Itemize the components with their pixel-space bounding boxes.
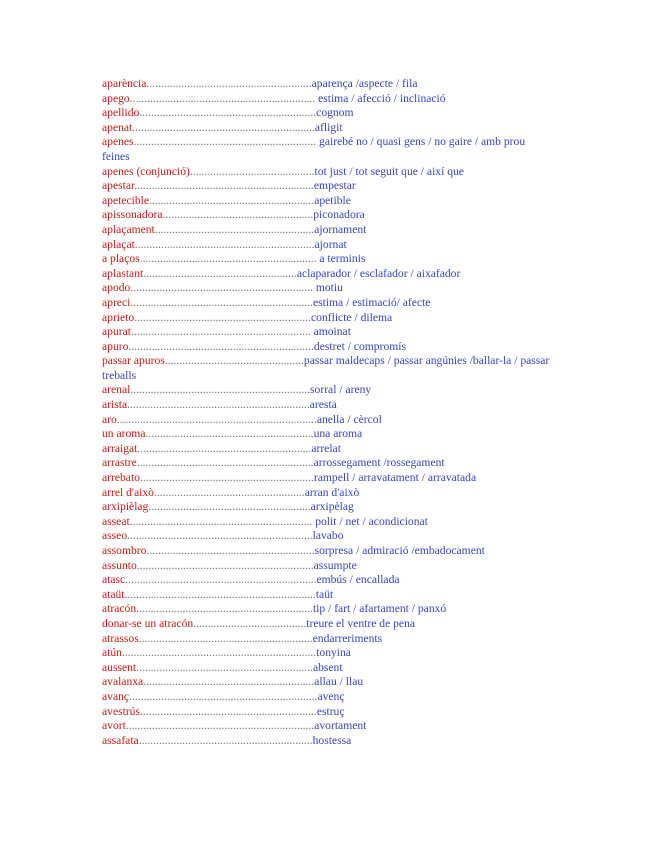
glossary-entry — [102, 573, 554, 588]
entry-term: arrastre — [102, 456, 137, 470]
entry-definition: motiu — [312, 281, 343, 295]
entry-term: assombro — [102, 544, 147, 557]
glossary-entry — [102, 529, 554, 544]
entry-term: apestar — [102, 179, 135, 193]
entry-term: apetecible — [102, 193, 149, 207]
entry-term: aplastant — [102, 266, 144, 280]
entry-definition: destret / compromís — [313, 339, 406, 353]
entry-term: a plaços — [102, 252, 140, 266]
dot-leader: ............................................................... — [133, 135, 317, 149]
glossary-entry — [102, 588, 554, 603]
glossary-entry — [102, 646, 554, 661]
dot-leader: ............................................................... — [130, 281, 313, 295]
glossary-entry — [102, 165, 554, 180]
entry-term: atasc — [102, 573, 126, 587]
entry-term: apellido — [102, 106, 140, 120]
entry-definition: piconadora — [313, 208, 365, 222]
glossary-entry — [102, 135, 554, 164]
entry-definition: taüt — [315, 587, 334, 601]
entry-term: assafata — [102, 733, 139, 747]
entry-term: atún — [102, 646, 122, 660]
entry-term: un aroma — [102, 427, 146, 441]
dot-leader: ................................................................. — [129, 689, 318, 703]
glossary-entry — [102, 106, 554, 121]
entry-term: aplaçament — [102, 222, 155, 236]
entry-term: avestrús — [102, 704, 140, 718]
entry-definition: cognom — [316, 106, 354, 120]
glossary-entry — [102, 208, 554, 223]
dot-leader: ............................................................. — [139, 252, 317, 266]
entry-definition: a terminis — [316, 252, 366, 266]
dot-leader: ........................................... — [189, 164, 315, 178]
entry-definition: sorral / areny — [310, 383, 372, 397]
dot-leader: ................................................................ — [129, 91, 316, 105]
dot-leader: .............................................................. — [134, 237, 315, 251]
entry-definition: arxipèlag — [310, 500, 354, 514]
entry-definition: lavabo — [312, 529, 344, 543]
dot-leader: .................................................................. — [124, 587, 316, 601]
dot-leader: ..................................................... — [143, 266, 297, 280]
glossary-entry — [102, 427, 554, 442]
entry-definition: avenç — [317, 689, 345, 703]
entry-term: aplaçat — [102, 237, 135, 251]
entry-definition: afligit — [314, 120, 343, 134]
entry-term: avanç — [102, 689, 130, 703]
entry-definition: ajornament — [314, 222, 367, 236]
glossary-entry — [102, 267, 554, 282]
entry-definition: avortament — [314, 719, 367, 733]
glossary-entry — [102, 515, 554, 530]
entry-term: arraigat — [102, 441, 138, 455]
entry-term: arxipièlag — [102, 500, 149, 514]
glossary-entry — [102, 632, 554, 647]
glossary-entry — [102, 661, 554, 676]
dot-leader: ......................................................... — [146, 77, 312, 90]
entry-definition: tonyina — [316, 646, 351, 660]
entry-term: apodo — [102, 281, 131, 295]
glossary-entry — [102, 559, 554, 574]
glossary-entry — [102, 398, 554, 413]
glossary-entry — [102, 486, 554, 501]
glossary-entry — [102, 77, 554, 92]
dot-leader: ............................................................ — [137, 441, 312, 455]
entry-term: atrassos — [102, 631, 139, 645]
glossary-entry — [102, 456, 554, 471]
entry-definition: assumpte — [313, 558, 357, 572]
dot-leader: ....................................................... — [154, 222, 315, 236]
entry-definition: aclaparador / esclafador / aixafador — [296, 266, 461, 280]
entry-definition: absent — [312, 660, 343, 674]
entry-term: apenes — [102, 135, 134, 149]
dot-leader: ............................................................ — [138, 631, 313, 645]
dot-leader: .................................................................. — [125, 573, 317, 587]
glossary-entry — [102, 252, 554, 267]
entry-definition: treure el ventre de pena — [306, 616, 416, 630]
dot-leader: ............................................................... — [129, 514, 313, 528]
glossary-entry — [102, 354, 554, 383]
entry-term: asseo — [102, 529, 128, 543]
entry-definition: arran d'això — [304, 485, 360, 499]
dot-leader: .............................................................. — [130, 383, 311, 397]
entry-term: aussent — [102, 660, 137, 674]
entry-definition: ajornat — [314, 237, 347, 251]
entry-definition: tip / fart / afartament / panxó — [312, 602, 447, 616]
entry-definition: una aroma — [313, 427, 363, 441]
entry-term: apego — [102, 91, 130, 105]
entry-definition: aparença /aspecte / fila — [311, 77, 418, 90]
entry-definition: estruç — [316, 704, 345, 718]
dot-leader: .................................................... — [153, 485, 305, 499]
entry-term: arenal — [102, 383, 131, 397]
dot-leader: ............................................................... — [130, 295, 313, 309]
glossary-entry — [102, 296, 554, 311]
entry-definition: passar maldecaps / passar angúnies /ballar-la / passar treballs — [102, 354, 550, 382]
glossary-entry — [102, 675, 554, 690]
dot-leader: ............................................................. — [139, 106, 317, 120]
entry-term: apurat — [102, 325, 131, 339]
dot-leader: ................................................................. — [125, 719, 315, 733]
glossary-entry — [102, 617, 554, 632]
glossary-entry — [102, 340, 554, 355]
glossary-entry — [102, 179, 554, 194]
dot-leader: ............................................................ — [138, 733, 313, 747]
dot-leader: ............................................................. — [136, 456, 314, 470]
entry-definition: apetible — [314, 193, 351, 207]
dot-leader: ............................................................. — [136, 660, 313, 674]
dot-leader: ................................................ — [164, 354, 304, 368]
dot-leader: ............................................................ — [139, 471, 314, 485]
entry-term: apuro — [102, 339, 129, 353]
dot-leader: ......................................................... — [149, 193, 315, 207]
entry-definition: rampell / arravatament / arravatada — [313, 471, 477, 485]
dot-leader: ..................................................................... — [116, 412, 317, 426]
dot-leader: .............................................................. — [130, 325, 311, 339]
entry-term: arrel d'això — [102, 485, 154, 499]
entry-term: donar-se un atracón — [102, 616, 194, 630]
glossary-entry — [102, 92, 554, 107]
entry-definition: hostessa — [312, 733, 352, 747]
dot-leader: ....................................... — [193, 616, 307, 630]
glossary-entry — [102, 544, 554, 559]
glossary-entry — [102, 471, 554, 486]
glossary-entry — [102, 194, 554, 209]
dot-leader: ............................................................. — [136, 602, 313, 616]
dot-leader: ............................................................. — [140, 704, 317, 718]
entry-term: apenes (conjunció) — [102, 164, 190, 178]
dot-leader: ........................................................... — [143, 675, 315, 689]
entry-definition: tot just / tot seguit que / així que — [314, 164, 464, 178]
entry-term: avalanxa — [102, 675, 144, 689]
glossary-entry — [102, 719, 554, 734]
glossary-list — [102, 77, 554, 748]
entry-term: aprieto — [102, 310, 135, 324]
entry-term: aparència — [102, 77, 147, 90]
glossary-entry — [102, 281, 554, 296]
dot-leader: .................................................... — [162, 208, 314, 222]
dot-leader: ................................................................ — [127, 529, 313, 543]
glossary-entry — [102, 500, 554, 515]
entry-term: apissonadora — [102, 208, 163, 222]
entry-term: asseat — [102, 514, 130, 528]
glossary-entry — [102, 690, 554, 705]
glossary-entry — [102, 705, 554, 720]
entry-term: passar apuros — [102, 354, 165, 368]
glossary-entry — [102, 121, 554, 136]
entry-term: atracón — [102, 602, 137, 616]
dot-leader: ................................................................ — [128, 339, 314, 353]
entry-definition: gairebé no / quasi gens / no gaire / amb prou feines — [102, 135, 526, 163]
entry-definition: conflicte / dilema — [311, 310, 393, 324]
entry-definition: endarreriments — [312, 631, 383, 645]
entry-definition: allau / llau — [314, 675, 364, 689]
entry-term: ataüt — [102, 587, 125, 601]
glossary-entry — [102, 413, 554, 428]
dot-leader: ........................................................ — [148, 500, 311, 514]
entry-term: apreci — [102, 295, 131, 309]
dot-leader: .......................................................... — [146, 544, 315, 557]
dot-leader: .......................................................... — [145, 427, 314, 441]
glossary-entry — [102, 311, 554, 326]
entry-definition: estima / estimació/ afecte — [312, 295, 431, 309]
glossary-entry — [102, 602, 554, 617]
glossary-entry — [102, 442, 554, 457]
entry-definition: anella / cèrcol — [316, 412, 382, 426]
entry-term: avort — [102, 719, 126, 733]
entry-term: arrebato — [102, 471, 140, 485]
entry-definition: estima / afecció / inclinació — [315, 91, 446, 105]
glossary-entry — [102, 383, 554, 398]
glossary-entry — [102, 734, 554, 749]
dot-leader: .............................................................. — [134, 179, 314, 193]
entry-definition: empestar — [313, 179, 356, 193]
entry-definition: arrossegament /rossegament — [313, 456, 445, 470]
entry-term: apenat — [102, 120, 133, 134]
dot-leader: ............................................................. — [134, 310, 312, 324]
dot-leader: ............................................................... — [132, 120, 315, 134]
entry-definition: polit / net / acondicionat — [312, 514, 428, 528]
glossary-entry — [102, 238, 554, 253]
dot-leader: ............................................................. — [136, 558, 314, 572]
entry-definition: arrelat — [311, 441, 341, 455]
entry-definition: embús / encallada — [316, 573, 400, 587]
entry-term: assunto — [102, 558, 137, 572]
dot-leader: ................................................................... — [121, 646, 317, 660]
entry-definition: aresta — [309, 398, 337, 412]
entry-term: arista — [102, 398, 128, 412]
dot-leader: ............................................................... — [127, 398, 310, 412]
glossary-entry — [102, 325, 554, 340]
entry-definition: amoinat — [310, 325, 351, 339]
glossary-entry — [102, 223, 554, 238]
entry-term: aro — [102, 412, 117, 426]
entry-definition: sorpresa / admiració /embadocament — [314, 544, 485, 557]
